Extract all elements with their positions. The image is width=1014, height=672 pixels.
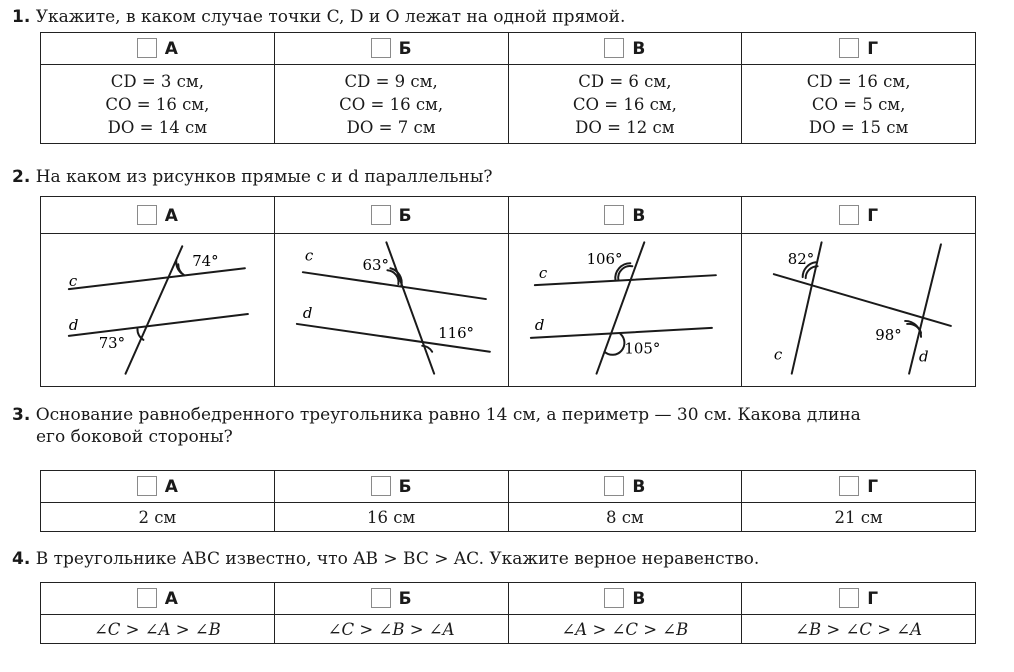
option-g[interactable]: [742, 197, 976, 234]
option-a[interactable]: [41, 197, 275, 234]
question-4: [12, 548, 759, 570]
value-cd: CD = 6 см,: [578, 71, 672, 91]
label-c: c: [68, 272, 78, 291]
option-letter: Б: [398, 589, 412, 609]
transversal: [126, 246, 183, 373]
option-letter: В: [632, 39, 646, 59]
option-b[interactable]: [274, 197, 508, 234]
option-letter: А: [164, 477, 178, 497]
label-c: c: [304, 246, 313, 265]
option-letter: Г: [867, 589, 879, 609]
lines-figure: [742, 234, 975, 386]
option-letter: Г: [867, 477, 879, 497]
checkbox[interactable]: [137, 38, 157, 58]
checkbox[interactable]: [839, 476, 859, 496]
question-text: Основание равнобедренного треугольника равно 14 см, а периметр — 30 см. Какова длина: [35, 405, 861, 425]
value-co: CO = 5 см,: [811, 94, 906, 114]
answer-table-4: [40, 582, 976, 644]
option-b[interactable]: [274, 583, 508, 615]
value-co: CO = 16 см,: [572, 94, 677, 114]
option-a-values: [41, 65, 275, 144]
question-number: 3.: [12, 405, 31, 425]
option-b-value: 16 см: [274, 503, 508, 532]
checkbox[interactable]: [839, 588, 859, 608]
label-d: d: [919, 347, 929, 366]
secant-line: [774, 274, 951, 326]
option-v-values: [508, 65, 742, 144]
label-d: d: [534, 315, 544, 334]
line-c: [303, 272, 486, 299]
checkbox[interactable]: [604, 38, 624, 58]
figure-v: [508, 234, 742, 387]
question-text-continued: его боковой стороны?: [36, 427, 233, 447]
value-do: DO = 14 см: [107, 117, 208, 137]
angle-label-1: 106°: [586, 250, 622, 269]
option-letter: Г: [867, 39, 879, 59]
option-letter: Б: [398, 477, 412, 497]
angle-label-2: 105°: [623, 339, 660, 358]
figure-a: [41, 234, 275, 387]
line-c: [534, 275, 715, 285]
answer-table-2: [40, 196, 976, 387]
question-number: 2.: [12, 167, 31, 187]
option-b-value: ∠C > ∠B > ∠A: [274, 615, 508, 644]
option-a-value: 2 см: [41, 503, 275, 532]
label-d: d: [302, 303, 313, 322]
angle-label-2: 116°: [437, 323, 474, 342]
option-b-values: [274, 65, 508, 144]
option-letter: В: [632, 477, 646, 497]
checkbox[interactable]: [604, 205, 624, 225]
option-v-value: ∠A > ∠C > ∠B: [508, 615, 742, 644]
option-v[interactable]: [508, 583, 742, 615]
option-g[interactable]: [742, 471, 976, 503]
question-number: 1.: [12, 7, 31, 27]
value-do: DO = 7 см: [346, 117, 436, 137]
checkbox[interactable]: [604, 476, 624, 496]
value-co: CO = 16 см,: [339, 94, 444, 114]
checkbox[interactable]: [137, 476, 157, 496]
value-do: DO = 15 см: [808, 117, 909, 137]
line-c: [69, 268, 245, 289]
angle-label-2: 73°: [98, 333, 126, 352]
option-a-value: ∠C > ∠A > ∠B: [41, 615, 275, 644]
option-g-values: [742, 65, 976, 144]
lines-figure: [509, 234, 742, 386]
line-d: [69, 314, 248, 336]
option-g-value: 21 см: [742, 503, 976, 532]
label-c: c: [774, 345, 783, 364]
checkbox[interactable]: [137, 205, 157, 225]
checkbox[interactable]: [371, 588, 391, 608]
question-number: 4.: [12, 549, 31, 569]
option-b[interactable]: [274, 471, 508, 503]
figure-b: [274, 234, 508, 387]
checkbox[interactable]: [371, 476, 391, 496]
label-d: d: [68, 315, 79, 334]
angle-arc: [422, 346, 432, 352]
option-letter: В: [632, 589, 646, 609]
label-c: c: [538, 264, 547, 283]
option-letter: А: [164, 205, 178, 226]
option-a[interactable]: [41, 33, 275, 65]
question-text: Укажите, в каком случае точки C, D и O лежат на одной прямой.: [35, 7, 626, 27]
question-2: [12, 166, 493, 188]
option-v[interactable]: [508, 471, 742, 503]
option-letter: А: [164, 39, 178, 59]
option-letter: Б: [398, 39, 412, 59]
checkbox[interactable]: [371, 38, 391, 58]
value-co: CO = 16 см,: [105, 94, 210, 114]
option-letter: Г: [867, 205, 879, 226]
checkbox[interactable]: [371, 205, 391, 225]
option-v[interactable]: [508, 33, 742, 65]
checkbox[interactable]: [839, 38, 859, 58]
answer-table-3: [40, 470, 976, 532]
option-g[interactable]: [742, 583, 976, 615]
option-g-value: ∠B > ∠C > ∠A: [742, 615, 976, 644]
option-letter: А: [164, 589, 178, 609]
question-text: На каком из рисунков прямые c и d параллельны?: [35, 167, 493, 187]
angle-label-1: 63°: [362, 256, 389, 275]
option-v-value: 8 см: [508, 503, 742, 532]
value-do: DO = 12 см: [575, 117, 675, 137]
value-cd: CD = 3 см,: [110, 71, 204, 91]
angle-label-1: 82°: [788, 250, 815, 269]
value-cd: CD = 9 см,: [344, 71, 438, 91]
lines-figure: [41, 234, 274, 386]
checkbox[interactable]: [839, 205, 859, 225]
question-text: В треугольнике ABC известно, что AB > BC > AC. Укажите верное неравенство.: [35, 549, 760, 569]
lines-figure: [275, 234, 508, 386]
question-1: [12, 6, 625, 28]
answer-table-1: [40, 32, 976, 144]
checkbox[interactable]: [604, 588, 624, 608]
figure-g: [742, 234, 976, 387]
transversal: [386, 242, 434, 373]
option-letter: Б: [398, 205, 412, 226]
value-cd: CD = 16 см,: [806, 71, 911, 91]
option-b[interactable]: [274, 33, 508, 65]
option-letter: В: [632, 205, 646, 226]
question-3: [12, 404, 861, 448]
angle-label-1: 74°: [192, 252, 219, 271]
option-a[interactable]: [41, 471, 275, 503]
option-a[interactable]: [41, 583, 275, 615]
option-g[interactable]: [742, 33, 976, 65]
option-v[interactable]: [508, 197, 742, 234]
angle-label-2: 98°: [875, 325, 902, 344]
checkbox[interactable]: [137, 588, 157, 608]
